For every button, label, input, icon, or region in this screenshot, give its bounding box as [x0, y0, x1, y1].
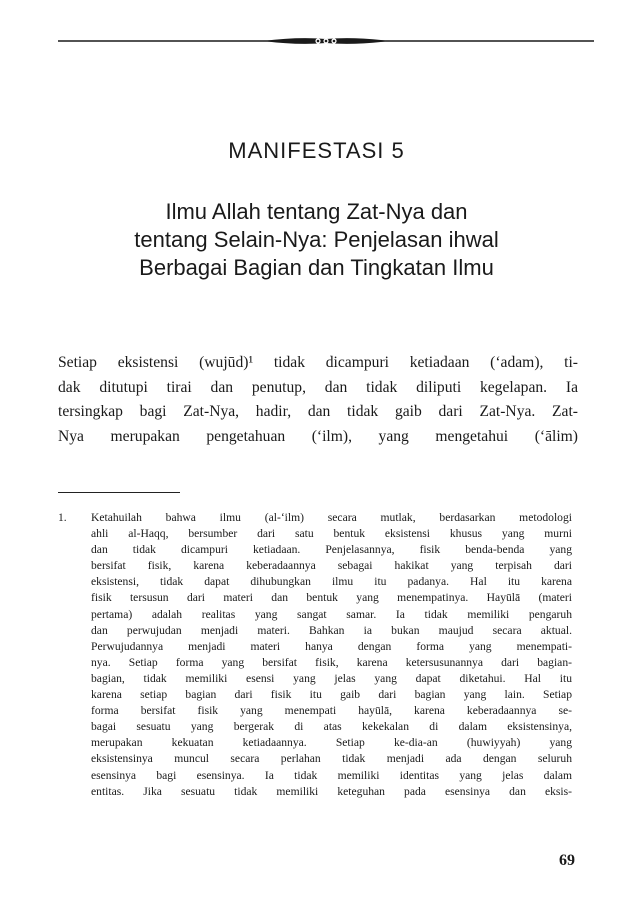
footnote-line: pertama) adalah realitas yang sangat samar. Ia tidak memiliki pengaruh [91, 607, 572, 621]
footnote-line: bersifat fisik, karena keberadaannya sebagai hakikat yang terpisah dari [91, 559, 572, 573]
footnote-line: dan tidak dicampuri ketiadaan. Penjelasannya, fisik benda-benda yang [91, 543, 572, 557]
footnote-number: 1. [58, 511, 67, 524]
body-line: Nya merupakan pengetahuan (‘ilm), yang mengetahui (‘ālim) [58, 428, 578, 446]
footnote-line: Perwujudannya menjadi materi hanya dengan forma yang menempati- [91, 639, 572, 653]
footnote-line: bagai sesuatu yang bergerak di atas kekekalan di dalam eksistensinya, [91, 720, 572, 734]
footnote-line: bagian, tidak memiliki esensi yang jelas yang dapat diketahui. Hal itu [91, 671, 572, 685]
footnote-line: eksistensinya muncul secara perlahan tidak menjadi ada dengan seluruh [91, 752, 572, 766]
footnote-line: ahli al-Haqq, bersumber dari satu bentuk eksistensi khusus yang murni [91, 527, 572, 541]
footnote-line: dan perwujudan menjadi materi. Bahkan ia bukan maujud secara aktual. [91, 623, 572, 637]
footnote-line: nya. Setiap forma yang bersifat fisik, karena ketersusunannya dari bagian- [91, 655, 572, 669]
chapter-label: MANIFESTASI 5 [228, 138, 405, 163]
chapter-title-line: Berbagai Bagian dan Tingkatan Ilmu [139, 255, 494, 280]
chapter-title [0, 198, 633, 282]
body-line: Setiap eksistensi (wujūd)¹ tidak dicampuri ketiadaan (‘adam), ti- [58, 354, 578, 371]
header-ornament-rule [58, 36, 594, 46]
chapter-title-line: tentang Selain-Nya: Penjelasan ihwal [134, 227, 499, 252]
body-paragraph [58, 351, 578, 450]
body-line: tersingkap bagi Zat-Nya, hadir, dan tidak gaib dari Zat-Nya. Zat- [58, 403, 578, 421]
footnote-line: entitas. Jika sesuatu tidak memiliki keteguhan pada esensinya dan eksis- [91, 784, 572, 798]
footnote-line: merupakan kekuatan ketiadaannya. Setiap ke-dia-an (huwiyyah) yang [91, 736, 572, 750]
footnote-line: forma bersifat fisik yang menempati hayūlā, karena keberadaannya se- [91, 704, 572, 718]
footnote-separator [58, 492, 180, 493]
footnote-line: fisik tersusun dari materi dan bentuk yang menempatinya. Hayūlā (materi [91, 591, 572, 605]
footnote-text [91, 510, 572, 800]
page-number: 69 [559, 852, 575, 869]
body-line: dak ditutupi tirai dan penutup, dan tidak diliputi kegelapan. Ia [58, 378, 578, 396]
footnote-line: Ketahuilah bahwa ilmu (al-‘ilm) secara mutlak, berdasarkan metodologi [91, 511, 572, 524]
footnote-line: esensinya bagi esensinya. Ia tidak memiliki identitas yang jelas dalam [91, 768, 572, 782]
footnote-line: eksistensi, tidak dapat dihubungkan ilmu itu padanya. Hal itu karena [91, 575, 572, 589]
chapter-title-line: Ilmu Allah tentang Zat-Nya dan [165, 199, 468, 224]
footnote-line: karena setiap bagian dari fisik itu gaib dari bagian yang lain. Setiap [91, 688, 572, 702]
